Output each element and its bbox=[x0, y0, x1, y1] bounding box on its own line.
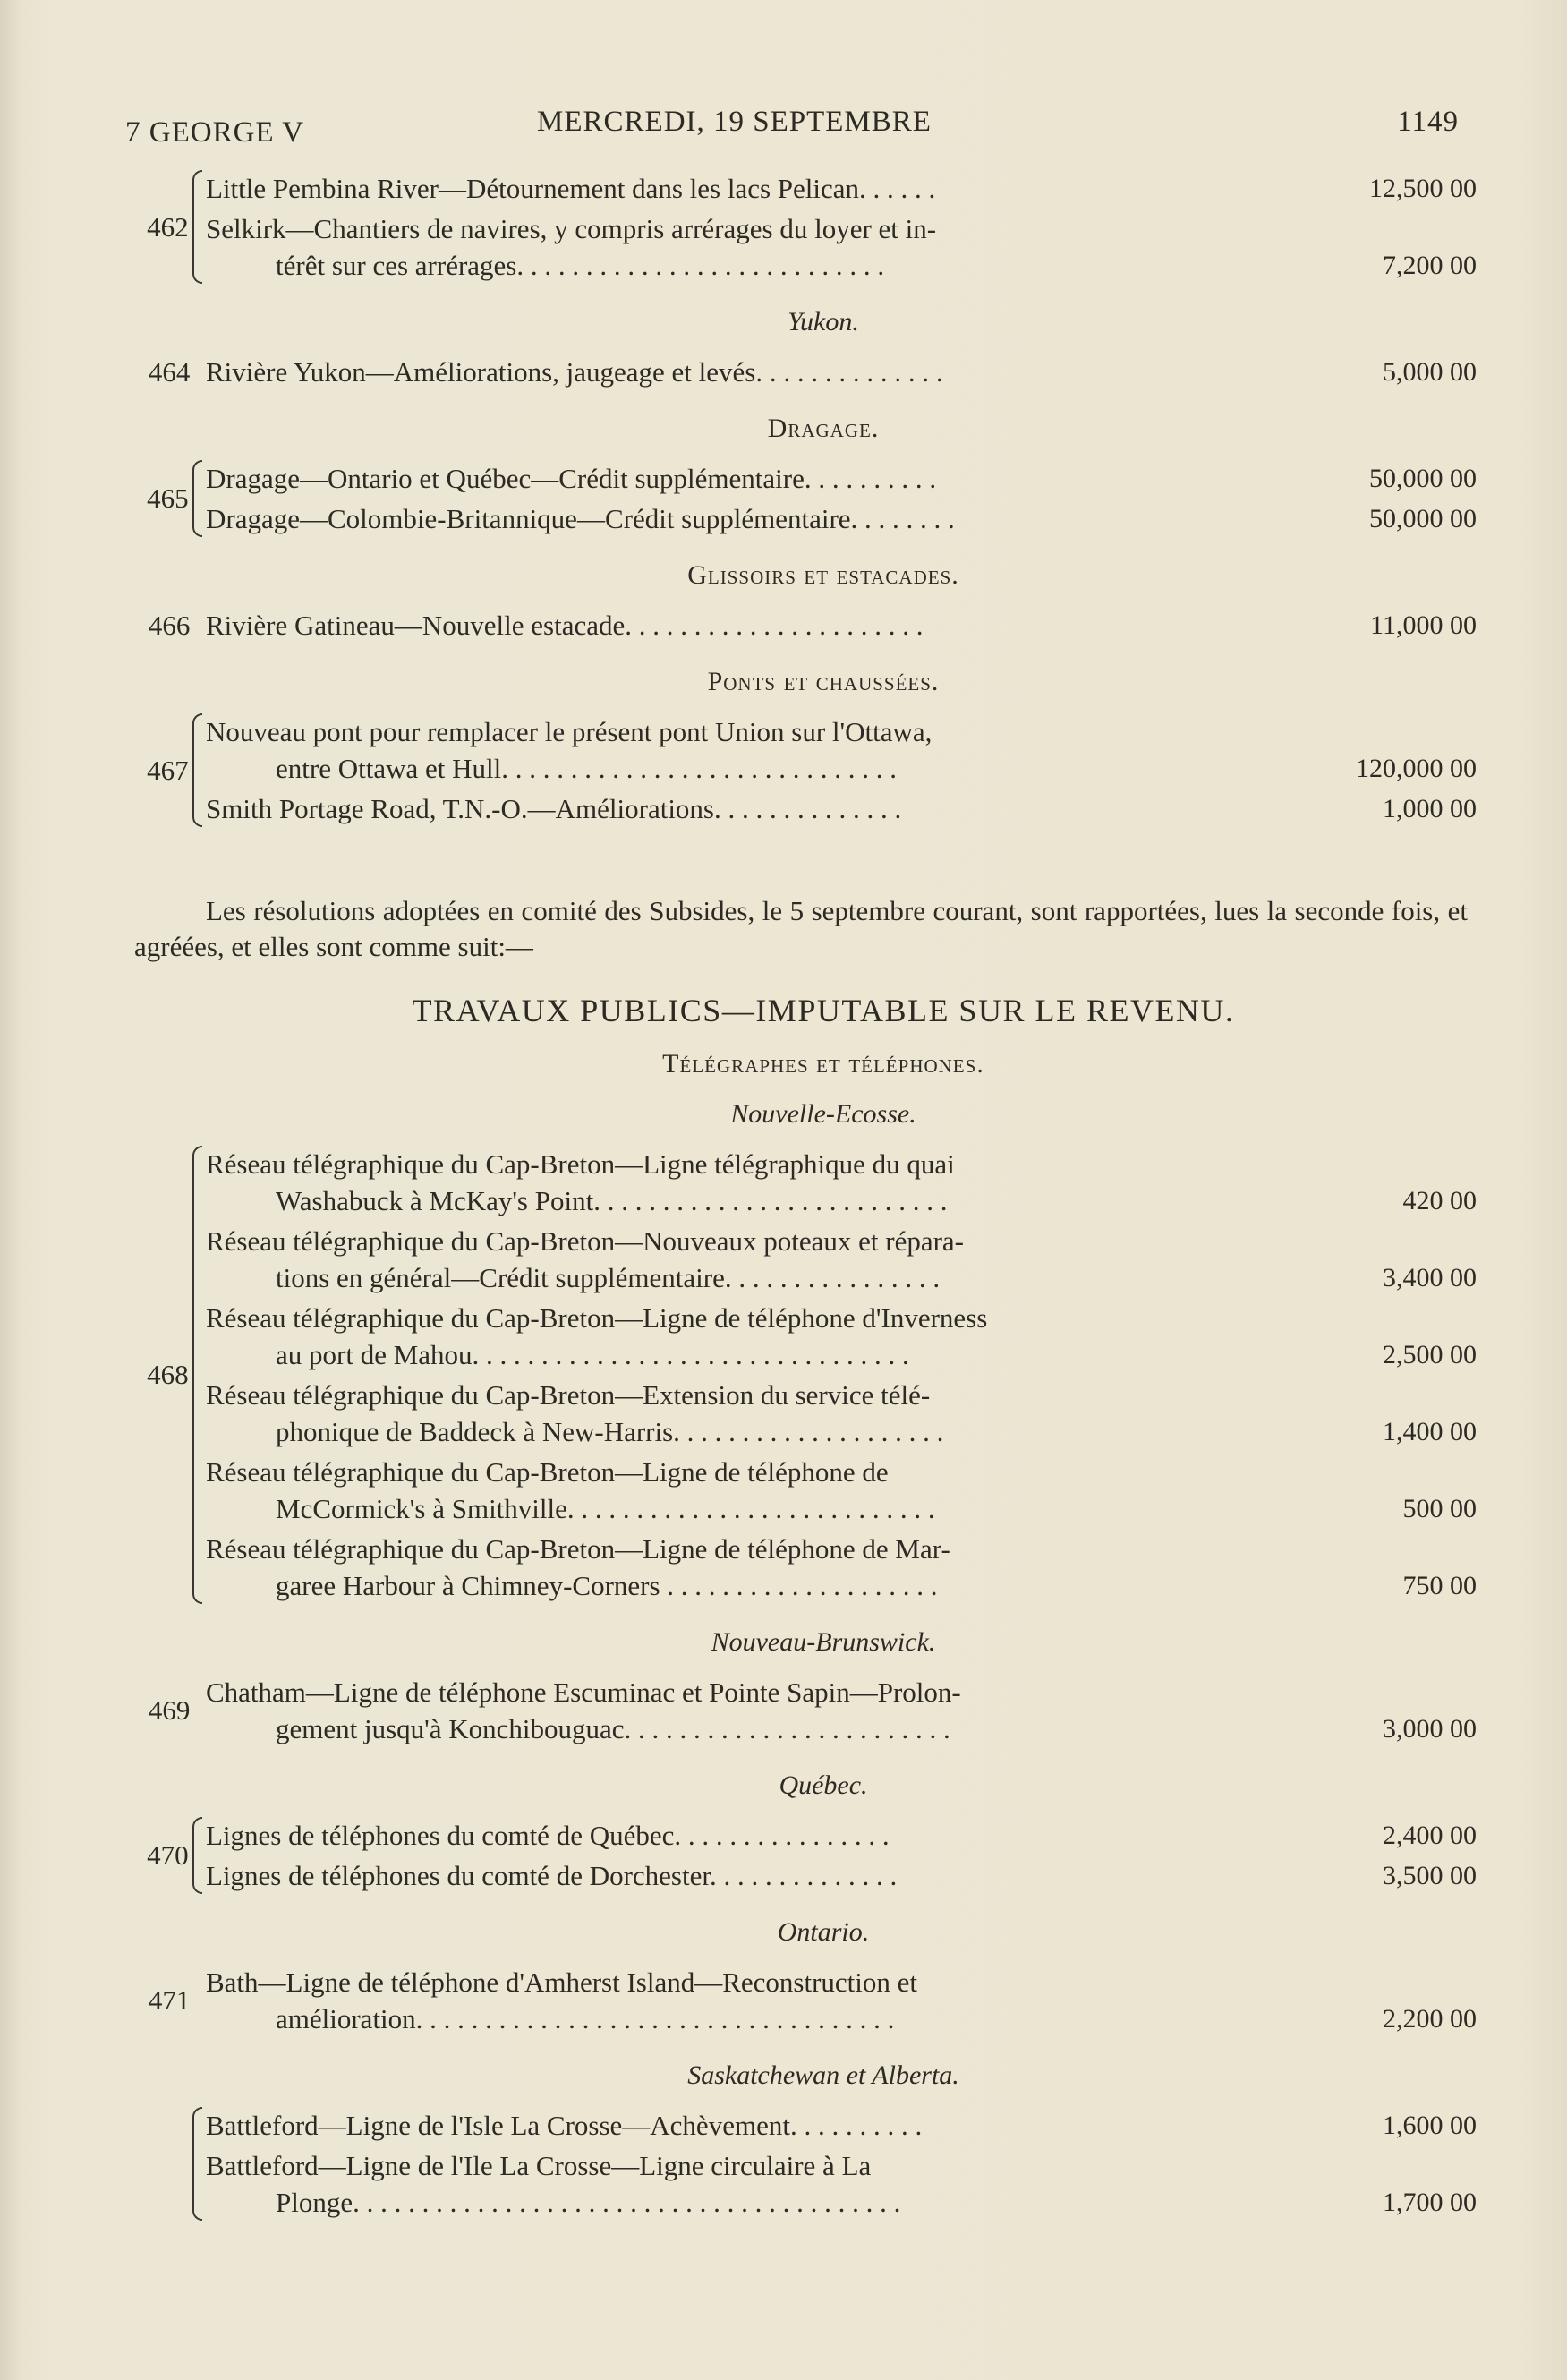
item-amount: 3,500 00 bbox=[1383, 1861, 1477, 1890]
description-line: McCormick's à Smithville. . . . . . . . . . . . . . . . . . . . . . . . . . . bbox=[276, 1493, 935, 1524]
item-description bbox=[206, 1223, 1262, 1296]
item-amount: 3,000 00 bbox=[1383, 1714, 1477, 1744]
appropriation-group bbox=[134, 710, 1477, 831]
item-description bbox=[206, 1857, 1262, 1894]
item-list bbox=[206, 166, 1477, 287]
appropriation-group bbox=[134, 350, 1477, 394]
appropriation-item bbox=[206, 1674, 1477, 1747]
item-description bbox=[206, 1817, 1262, 1854]
page-number: 1149 bbox=[1397, 106, 1459, 138]
brace-mark bbox=[192, 1817, 202, 1894]
description-line: Washabuck à McKay's Point. . . . . . . . . . . . . . . . . . . . . . . . . . bbox=[276, 1185, 948, 1216]
description-line: Lignes de téléphones du comté de Dorchester. . . . . . . . . . . . . . bbox=[206, 1860, 898, 1891]
item-description bbox=[206, 2107, 1262, 2144]
item-amount: 420 00 bbox=[1402, 1186, 1477, 1216]
item-amount: 2,500 00 bbox=[1383, 1340, 1477, 1369]
item-list bbox=[206, 1142, 1477, 1608]
description-line: Réseau télégraphique du Cap-Breton—Ligne de téléphone d'Inverness bbox=[206, 1302, 988, 1334]
appropriation-group bbox=[134, 166, 1477, 287]
description-line: Plonge. . . . . . . . . . . . . . . . . . . . . . . . . . . . . . . . . . . . . . . . bbox=[276, 2187, 901, 2218]
item-number: 464 bbox=[148, 355, 191, 388]
item-list bbox=[206, 710, 1477, 831]
spacer bbox=[193, 1674, 202, 1747]
item-description bbox=[206, 354, 1262, 390]
item-amount: 120,000 00 bbox=[1356, 754, 1477, 783]
description-line: Little Pembina River—Détournement dans les lacs Pelican. . . . . . bbox=[206, 173, 936, 204]
section-title: Dragage. bbox=[767, 414, 880, 443]
appropriation-group bbox=[134, 603, 1477, 647]
description-line: Réseau télégraphique du Cap-Breton—Ligne de téléphone de Mar- bbox=[206, 1533, 950, 1565]
page-content bbox=[134, 161, 1477, 2230]
item-description bbox=[206, 1674, 1262, 1747]
item-list bbox=[206, 603, 1477, 647]
item-amount: 2,200 00 bbox=[1383, 2004, 1477, 2034]
appropriation-item bbox=[206, 790, 1477, 827]
description-line: Réseau télégraphique du Cap-Breton—Nouveaux poteaux et répara- bbox=[206, 1225, 965, 1257]
appropriation-item bbox=[206, 1300, 1477, 1373]
header-left: 7 GEORGE V bbox=[125, 116, 305, 149]
item-description bbox=[206, 1531, 1262, 1604]
item-amount: 5,000 00 bbox=[1383, 357, 1477, 387]
item-number: 470 bbox=[147, 1839, 189, 1871]
item-amount: 1,700 00 bbox=[1383, 2188, 1477, 2217]
appropriation-item bbox=[206, 713, 1477, 787]
spacer bbox=[193, 354, 202, 390]
section-title: Glissoirs et estacades. bbox=[687, 560, 959, 590]
description-line: gement jusqu'à Konchibouguac. . . . . . . . . . . . . . . . . . . . . . . . bbox=[276, 1713, 950, 1744]
sections-part-2 bbox=[134, 1099, 1477, 2224]
description-line: garee Harbour à Chimney-Corners . . . . . . . . . . . . . . . . . . . . bbox=[276, 1570, 938, 1601]
appropriation-group bbox=[134, 456, 1477, 541]
item-description bbox=[206, 1146, 1262, 1219]
item-amount: 50,000 00 bbox=[1369, 464, 1477, 493]
item-amount: 3,400 00 bbox=[1383, 1263, 1477, 1292]
description-line: Rivière Yukon—Améliorations, jaugeage et levés. . . . . . . . . . . . . . bbox=[206, 356, 943, 388]
description-line: Réseau télégraphique du Cap-Breton—Ligne télégraphique du quai bbox=[206, 1148, 955, 1180]
appropriation-item bbox=[206, 1964, 1477, 2037]
appropriation-group bbox=[134, 2103, 1477, 2224]
section-title: Nouvelle-Ecosse. bbox=[730, 1099, 916, 1129]
item-amount: 12,500 00 bbox=[1369, 174, 1477, 203]
item-number: 465 bbox=[147, 482, 189, 514]
main-title: TRAVAUX PUBLICS—IMPUTABLE SUR LE REVENU. bbox=[412, 993, 1235, 1028]
description-line: Selkirk—Chantiers de navires, y compris arrérages du loyer et in- bbox=[206, 213, 937, 244]
item-amount: 11,000 00 bbox=[1370, 610, 1477, 640]
item-number bbox=[134, 2103, 191, 2224]
description-line: Lignes de téléphones du comté de Québec. . . . . . . . . . . . . . . . bbox=[206, 1820, 890, 1851]
item-number: 468 bbox=[147, 1359, 189, 1390]
item-description bbox=[206, 1377, 1262, 1450]
section-title: Ontario. bbox=[777, 1917, 870, 1947]
item-list bbox=[206, 1813, 1477, 1898]
brace-mark bbox=[192, 2107, 202, 2221]
item-description bbox=[206, 500, 1262, 537]
sub-title: Télégraphes et téléphones. bbox=[662, 1049, 984, 1079]
section-title: Saskatchewan et Alberta. bbox=[687, 2060, 959, 2090]
item-amount: 1,600 00 bbox=[1383, 2111, 1477, 2140]
brace-mark bbox=[192, 1146, 202, 1604]
resolution-paragraph: Les résolutions adoptées en comité des Subsides, le 5 septembre courant, sont rapportées, lues la seconde fois, et agréées, et elles sont comme suit:— bbox=[134, 895, 1468, 962]
description-line: Battleford—Ligne de l'Isle La Crosse—Achèvement. . . . . . . . . . bbox=[206, 2110, 923, 2141]
item-description bbox=[206, 790, 1262, 827]
item-amount: 500 00 bbox=[1402, 1494, 1477, 1523]
appropriation-group bbox=[134, 1142, 1477, 1608]
appropriation-item bbox=[206, 500, 1477, 537]
appropriation-item bbox=[206, 2147, 1477, 2221]
appropriation-item bbox=[206, 210, 1477, 284]
item-number: 469 bbox=[148, 1694, 191, 1726]
description-line: Bath—Ligne de téléphone d'Amherst Island—Reconstruction et bbox=[206, 1966, 918, 1998]
description-line: amélioration. . . . . . . . . . . . . . . . . . . . . . . . . . . . . . . . . . . bbox=[276, 2003, 895, 2035]
appropriation-item bbox=[206, 354, 1477, 390]
item-list bbox=[206, 2103, 1477, 2224]
top-groups bbox=[134, 166, 1477, 287]
description-line: au port de Mahou. . . . . . . . . . . . . . . . . . . . . . . . . . . . . . . . bbox=[276, 1339, 909, 1370]
item-amount: 1,000 00 bbox=[1383, 794, 1477, 823]
description-line: Chatham—Ligne de téléphone Escuminac et Pointe Sapin—Prolon- bbox=[206, 1676, 961, 1708]
item-number: 471 bbox=[148, 1984, 191, 2016]
item-amount: 7,200 00 bbox=[1383, 251, 1477, 280]
item-amount: 750 00 bbox=[1402, 1571, 1477, 1600]
section-title: Nouveau-Brunswick. bbox=[711, 1627, 936, 1657]
description-line: phonique de Baddeck à New-Harris. . . . . . . . . . . . . . . . . . . . bbox=[276, 1416, 944, 1447]
description-line: Nouveau pont pour remplacer le présent pont Union sur l'Ottawa, bbox=[206, 716, 933, 747]
item-description bbox=[206, 460, 1262, 497]
item-description bbox=[206, 1454, 1262, 1527]
section-title: Ponts et chaussées. bbox=[707, 667, 940, 696]
appropriation-item bbox=[206, 1223, 1477, 1296]
description-line: tions en général—Crédit supplémentaire. . . . . . . . . . . . . . . . bbox=[276, 1262, 941, 1293]
appropriation-group bbox=[134, 1960, 1477, 2041]
item-number: 466 bbox=[148, 609, 191, 641]
description-line: Réseau télégraphique du Cap-Breton—Ligne de téléphone de bbox=[206, 1456, 889, 1488]
description-line: térêt sur ces arrérages. . . . . . . . . . . . . . . . . . . . . . . . . . . bbox=[276, 250, 885, 281]
appropriation-group bbox=[134, 1813, 1477, 1898]
item-description bbox=[206, 2147, 1262, 2221]
appropriation-item bbox=[206, 1146, 1477, 1219]
item-description bbox=[206, 210, 1262, 284]
description-line: Rivière Gatineau—Nouvelle estacade. . . . . . . . . . . . . . . . . . . . . . bbox=[206, 610, 924, 641]
item-list bbox=[206, 350, 1477, 394]
brace-mark bbox=[192, 170, 202, 284]
item-description bbox=[206, 170, 1262, 207]
appropriation-item bbox=[206, 1377, 1477, 1450]
appropriation-group bbox=[134, 1670, 1477, 1751]
appropriation-item bbox=[206, 460, 1477, 497]
description-line: Smith Portage Road, T.N.-O.—Améliorations. . . . . . . . . . . . . . bbox=[206, 793, 902, 824]
appropriation-item bbox=[206, 1817, 1477, 1854]
item-description bbox=[206, 1300, 1262, 1373]
item-description bbox=[206, 713, 1262, 787]
item-description bbox=[206, 1964, 1262, 2037]
appropriation-item bbox=[206, 170, 1477, 207]
page-header bbox=[125, 106, 1459, 150]
item-amount: 1,400 00 bbox=[1383, 1417, 1477, 1446]
item-amount: 50,000 00 bbox=[1369, 504, 1477, 533]
section-title: Québec. bbox=[779, 1770, 868, 1800]
appropriation-item bbox=[206, 1857, 1477, 1894]
description-line: Dragage—Ontario et Québec—Crédit supplémentaire. . . . . . . . . . bbox=[206, 463, 937, 494]
item-list bbox=[206, 1960, 1477, 2041]
brace-mark bbox=[192, 713, 202, 827]
item-description bbox=[206, 607, 1262, 644]
item-amount: 2,400 00 bbox=[1383, 1821, 1477, 1850]
item-number: 467 bbox=[147, 754, 189, 786]
section-title: Yukon. bbox=[788, 307, 859, 337]
item-list bbox=[206, 1670, 1477, 1751]
item-number: 462 bbox=[147, 210, 189, 243]
description-line: Réseau télégraphique du Cap-Breton—Extension du service télé- bbox=[206, 1379, 931, 1411]
description-line: Battleford—Ligne de l'Ile La Crosse—Ligne circulaire à La bbox=[206, 2150, 872, 2181]
appropriation-item bbox=[206, 1454, 1477, 1527]
item-list bbox=[206, 456, 1477, 541]
description-line: entre Ottawa et Hull. . . . . . . . . . . . . . . . . . . . . . . . . . . . . bbox=[276, 753, 897, 784]
sections-part-1 bbox=[134, 307, 1477, 831]
header-date: MERCREDI, 19 SEPTEMBRE bbox=[537, 106, 932, 138]
appropriation-item bbox=[206, 1531, 1477, 1604]
spacer bbox=[193, 1964, 202, 2037]
spacer bbox=[193, 607, 202, 644]
description-line: Dragage—Colombie-Britannique—Crédit supplémentaire. . . . . . . . bbox=[206, 503, 955, 534]
appropriation-item bbox=[206, 607, 1477, 644]
brace-mark bbox=[192, 460, 202, 537]
appropriation-item bbox=[206, 2107, 1477, 2144]
